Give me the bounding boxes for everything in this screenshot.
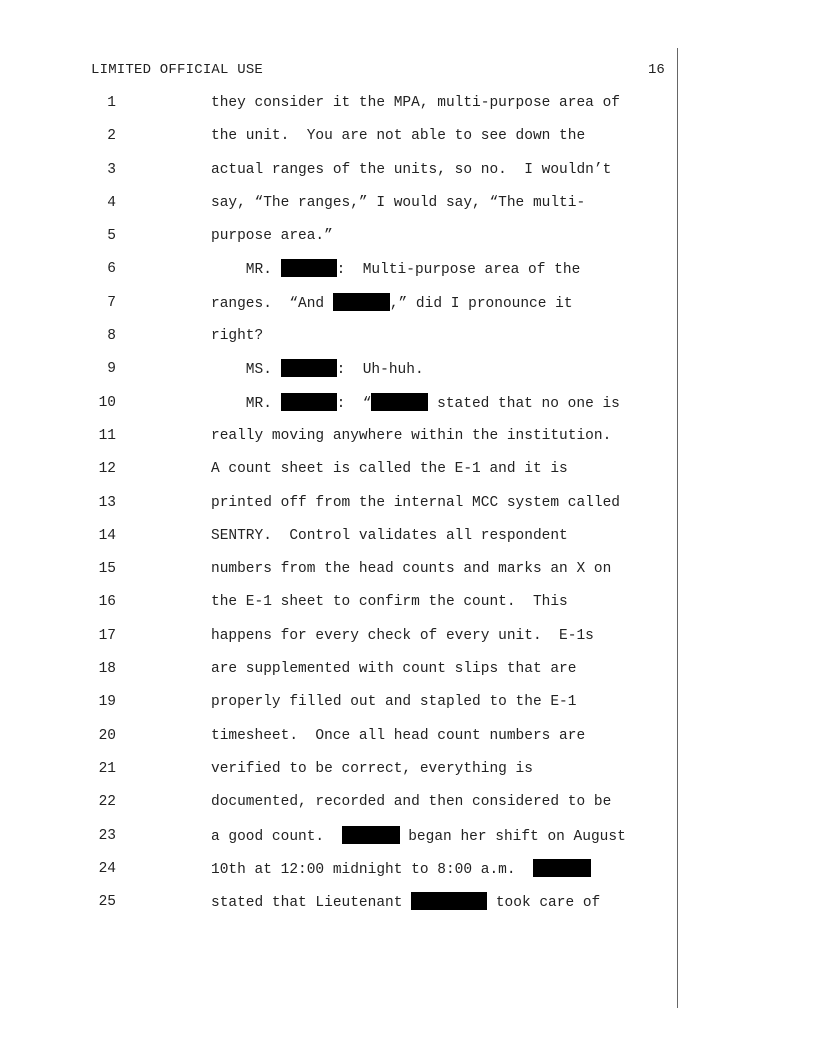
redaction-block: [371, 393, 428, 411]
transcript-line: [0, 126, 816, 159]
line-number: 11: [98, 427, 116, 444]
text-segment: a good count.: [211, 828, 342, 845]
transcript-line: [0, 226, 816, 259]
transcript-line: [0, 160, 816, 193]
line-number: 5: [107, 228, 116, 245]
transcript-line: [0, 359, 816, 392]
transcript-line: [0, 592, 816, 625]
redaction-block: [333, 293, 390, 311]
line-text: [211, 692, 576, 712]
line-text: [211, 293, 573, 314]
line-number: 21: [98, 760, 116, 777]
line-number: 13: [98, 494, 116, 511]
line-text: [211, 160, 611, 180]
text-segment: MS.: [211, 362, 281, 379]
line-text: [211, 326, 263, 346]
line-text: [211, 759, 533, 779]
text-segment: took care of: [487, 895, 601, 912]
line-text: [211, 859, 591, 880]
redaction-block: [281, 393, 337, 411]
line-text: [211, 592, 568, 612]
line-number: 8: [107, 328, 116, 345]
text-segment: MR.: [211, 395, 281, 412]
text-segment: ,” did I pronounce it: [389, 295, 573, 312]
text-segment: ranges. “And: [211, 295, 333, 312]
transcript-line: [0, 493, 816, 526]
line-text: [211, 892, 600, 913]
line-text: [211, 792, 611, 812]
line-number: 14: [98, 527, 116, 544]
text-segment: stated that Lieutenant: [211, 895, 412, 912]
transcript-line: [0, 692, 816, 725]
page-number: 16: [648, 62, 665, 78]
line-number: 22: [98, 794, 116, 811]
redaction-block: [281, 259, 337, 277]
line-number: 10: [98, 394, 116, 411]
transcript-line: [0, 826, 816, 859]
line-text: [211, 426, 611, 446]
line-number: 3: [107, 161, 116, 178]
transcript-line: [0, 326, 816, 359]
line-number: 18: [98, 661, 116, 678]
line-text: [211, 626, 594, 646]
transcript-lines: [0, 93, 816, 925]
line-number: 24: [98, 860, 116, 877]
text-segment: stated that no one is: [428, 395, 620, 412]
line-number: 23: [98, 827, 116, 844]
line-number: 20: [98, 727, 116, 744]
line-text: [211, 226, 333, 246]
text-segment: right?: [211, 328, 264, 345]
text-segment: the unit. You are not able to see down the: [211, 128, 586, 145]
text-segment: : Multi-purpose area of the: [336, 262, 581, 279]
line-number: 12: [98, 461, 116, 478]
text-segment: actual ranges of the units, so no. I wouldn’t: [211, 161, 612, 178]
transcript-line: [0, 792, 816, 825]
redaction-block: [533, 859, 591, 877]
text-segment: : Uh-huh.: [336, 362, 424, 379]
text-segment: documented, recorded and then considered to be: [211, 794, 612, 811]
line-number: 4: [107, 194, 116, 211]
redaction-block: [411, 892, 487, 910]
transcript-line: [0, 426, 816, 459]
line-text: [211, 726, 585, 746]
text-segment: really moving anywhere within the institution.: [211, 427, 612, 444]
transcript-line: [0, 859, 816, 892]
text-segment: happens for every check of every unit. E-1s: [211, 627, 594, 644]
text-segment: A count sheet is called the E-1 and it is: [211, 461, 568, 478]
transcript-line: [0, 526, 816, 559]
transcript-line: [0, 259, 816, 292]
transcript-line: [0, 626, 816, 659]
line-text: [211, 126, 585, 146]
text-segment: they consider it the MPA, multi-purpose area of: [211, 95, 620, 111]
text-segment: : “: [336, 395, 372, 412]
line-text: [211, 259, 580, 280]
transcript-line: [0, 393, 816, 426]
line-number: 25: [98, 894, 116, 911]
line-text: [211, 459, 568, 479]
line-text: [211, 493, 620, 513]
transcript-line: [0, 892, 816, 925]
redaction-block: [281, 359, 337, 377]
transcript-line: [0, 559, 816, 592]
text-segment: purpose area.”: [211, 228, 333, 245]
line-number: 16: [98, 594, 116, 611]
line-text: [211, 359, 424, 380]
line-number: 7: [107, 294, 116, 311]
transcript-line: [0, 93, 816, 126]
transcript-line: [0, 759, 816, 792]
text-segment: began her shift on August: [399, 828, 626, 845]
line-number: 15: [98, 561, 116, 578]
transcript-line: [0, 193, 816, 226]
redaction-block: [342, 826, 400, 844]
text-segment: numbers from the head counts and marks an X on: [211, 561, 612, 578]
transcript-line: [0, 659, 816, 692]
line-number: 17: [98, 627, 116, 644]
line-number: 2: [107, 128, 116, 145]
line-number: 6: [107, 261, 116, 278]
line-text: [211, 193, 585, 213]
text-segment: 10th at 12:00 midnight to 8:00 a.m.: [211, 861, 533, 878]
classification-header: LIMITED OFFICIAL USE: [91, 62, 264, 78]
line-text: [211, 526, 568, 546]
text-segment: are supplemented with count slips that are: [211, 661, 577, 678]
text-segment: say, “The ranges,” I would say, “The multi-: [211, 194, 586, 211]
text-segment: the E-1 sheet to confirm the count. This: [211, 594, 568, 611]
line-text: [211, 659, 576, 679]
transcript-line: [0, 459, 816, 492]
line-text: [211, 93, 620, 113]
line-number: 9: [107, 361, 116, 378]
text-segment: verified to be correct, everything is: [211, 760, 533, 777]
line-text: [211, 826, 626, 847]
line-text: [211, 559, 611, 579]
transcript-line: [0, 726, 816, 759]
line-text: [211, 393, 620, 414]
text-segment: MR.: [211, 262, 281, 279]
line-number: 19: [98, 694, 116, 711]
text-segment: SENTRY. Control validates all respondent: [211, 527, 568, 544]
transcript-line: [0, 293, 816, 326]
text-segment: properly filled out and stapled to the E-1: [211, 694, 577, 711]
text-segment: timesheet. Once all head count numbers are: [211, 727, 586, 744]
text-segment: printed off from the internal MCC system called: [211, 494, 620, 511]
line-number: 1: [107, 95, 116, 111]
